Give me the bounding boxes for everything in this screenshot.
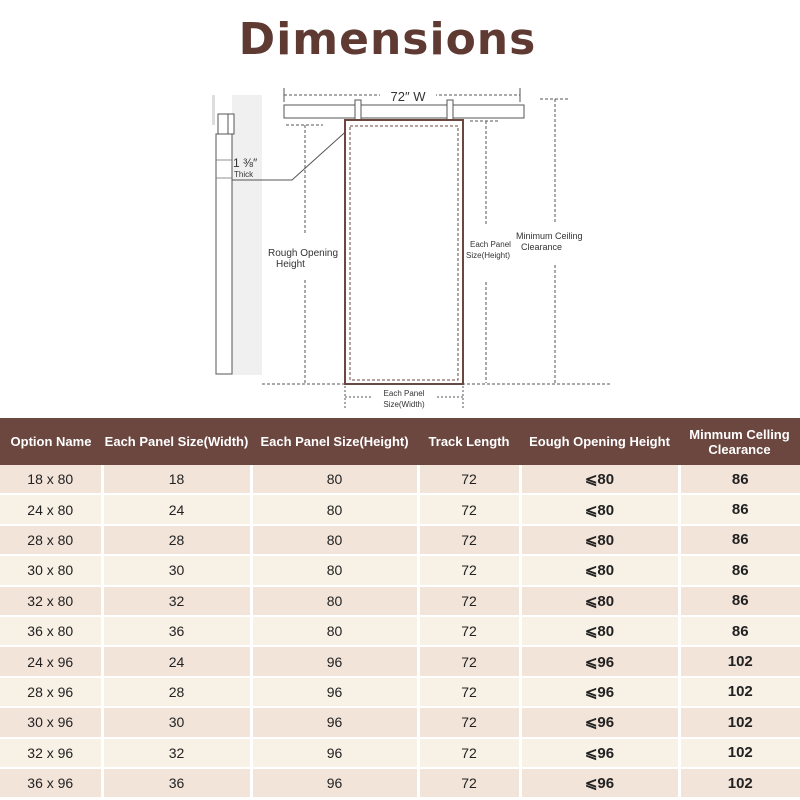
track-rail	[284, 105, 524, 118]
cell-panel-width: 24	[102, 646, 251, 676]
cell-ceiling-clearance: 102	[679, 677, 800, 707]
cell-option-name: 32 x 80	[0, 586, 102, 616]
cell-panel-height: 80	[251, 525, 418, 555]
cell-panel-width: 36	[102, 616, 251, 646]
panel-height-label-1: Each Panel	[470, 240, 511, 249]
cell-ceiling-clearance: 86	[679, 494, 800, 524]
header-panel-height: Each Panel Size(Height)	[251, 418, 418, 465]
hanger-left	[355, 100, 361, 122]
table-row	[0, 707, 800, 737]
cell-panel-height: 80	[251, 494, 418, 524]
cell-panel-height: 80	[251, 555, 418, 585]
thickness-label: Thick	[234, 170, 254, 179]
cell-panel-width: 24	[102, 494, 251, 524]
table-row	[0, 525, 800, 555]
cell-track-length: 72	[418, 525, 520, 555]
dimensions-table	[0, 418, 800, 799]
cell-rough-opening: ⩽96	[520, 768, 679, 798]
cell-track-length: 72	[418, 738, 520, 768]
side-hanger	[218, 114, 228, 134]
cell-rough-opening: ⩽96	[520, 738, 679, 768]
cell-panel-height: 80	[251, 465, 418, 494]
door-panel	[345, 120, 463, 384]
cell-ceiling-clearance: 102	[679, 738, 800, 768]
cell-ceiling-clearance: 86	[679, 525, 800, 555]
page-title: Dimensions	[238, 14, 537, 65]
rough-opening-label-1: Rough Opening	[268, 248, 339, 259]
cell-track-length: 72	[418, 677, 520, 707]
cell-ceiling-clearance: 102	[679, 707, 800, 737]
table-row	[0, 646, 800, 676]
panel-width-label-2: Size(Width)	[383, 400, 425, 409]
panel-width-label-1: Each Panel	[383, 389, 425, 398]
cell-panel-height: 80	[251, 616, 418, 646]
cell-ceiling-clearance: 86	[679, 586, 800, 616]
cell-track-length: 72	[418, 465, 520, 494]
table-row	[0, 555, 800, 585]
cell-rough-opening: ⩽96	[520, 646, 679, 676]
header-track-length: Track Length	[418, 418, 520, 465]
cell-track-length: 72	[418, 768, 520, 798]
cell-track-length: 72	[418, 586, 520, 616]
table-header-row	[0, 418, 800, 465]
cell-option-name: 32 x 96	[0, 738, 102, 768]
ceiling-label-2: Clearance	[521, 242, 563, 252]
rough-opening-label-2: Height	[276, 259, 305, 270]
cell-ceiling-clearance: 86	[679, 555, 800, 585]
cell-option-name: 28 x 80	[0, 525, 102, 555]
cell-option-name: 36 x 80	[0, 616, 102, 646]
cell-panel-height: 96	[251, 707, 418, 737]
side-track	[228, 114, 234, 134]
cell-panel-width: 28	[102, 525, 251, 555]
wall-edge	[212, 95, 215, 125]
cell-panel-width: 30	[102, 707, 251, 737]
cell-rough-opening: ⩽80	[520, 616, 679, 646]
cell-rough-opening: ⩽80	[520, 525, 679, 555]
cell-rough-opening: ⩽80	[520, 586, 679, 616]
cell-rough-opening: ⩽80	[520, 555, 679, 585]
cell-rough-opening: ⩽96	[520, 677, 679, 707]
side-panel	[216, 134, 232, 374]
table-row	[0, 586, 800, 616]
cell-rough-opening: ⩽80	[520, 494, 679, 524]
cell-track-length: 72	[418, 494, 520, 524]
cell-panel-width: 28	[102, 677, 251, 707]
cell-option-name: 18 x 80	[0, 465, 102, 494]
table-row	[0, 677, 800, 707]
panel-height-label-2: Size(Height)	[466, 251, 511, 260]
cell-panel-height: 96	[251, 646, 418, 676]
cell-panel-height: 80	[251, 586, 418, 616]
track-width-label: 72″ W	[390, 89, 426, 104]
cell-option-name: 30 x 80	[0, 555, 102, 585]
cell-panel-height: 96	[251, 768, 418, 798]
cell-panel-width: 30	[102, 555, 251, 585]
hanger-right	[447, 100, 453, 122]
cell-option-name: 30 x 96	[0, 707, 102, 737]
table-row	[0, 494, 800, 524]
cell-ceiling-clearance: 102	[679, 768, 800, 798]
side-view-shadow	[232, 95, 262, 375]
cell-rough-opening: ⩽80	[520, 465, 679, 494]
header-panel-width: Each Panel Size(Width)	[102, 418, 251, 465]
table-row	[0, 738, 800, 768]
cell-track-length: 72	[418, 646, 520, 676]
cell-track-length: 72	[418, 616, 520, 646]
header-option-name: Option Name	[0, 418, 102, 465]
side-view	[212, 95, 262, 375]
cell-ceiling-clearance: 86	[679, 616, 800, 646]
cell-option-name: 28 x 96	[0, 677, 102, 707]
table-row	[0, 768, 800, 798]
cell-panel-width: 18	[102, 465, 251, 494]
cell-track-length: 72	[418, 707, 520, 737]
cell-rough-opening: ⩽96	[520, 707, 679, 737]
cell-panel-width: 36	[102, 768, 251, 798]
cell-ceiling-clearance: 86	[679, 465, 800, 494]
cell-track-length: 72	[418, 555, 520, 585]
header-ceiling-clearance: Minmum Celling Clearance	[679, 418, 800, 465]
table-row	[0, 616, 800, 646]
cell-option-name: 24 x 80	[0, 494, 102, 524]
cell-ceiling-clearance: 102	[679, 646, 800, 676]
cell-option-name: 36 x 96	[0, 768, 102, 798]
cell-panel-height: 96	[251, 738, 418, 768]
ceiling-label-1: Minimum Ceiling	[516, 231, 583, 241]
thickness-value: 1 ⅜″	[233, 156, 258, 170]
table-row	[0, 465, 800, 494]
header-rough-opening-height: Eough Opening Height	[520, 418, 679, 465]
cell-panel-height: 96	[251, 677, 418, 707]
cell-option-name: 24 x 96	[0, 646, 102, 676]
cell-panel-width: 32	[102, 586, 251, 616]
cell-panel-width: 32	[102, 738, 251, 768]
